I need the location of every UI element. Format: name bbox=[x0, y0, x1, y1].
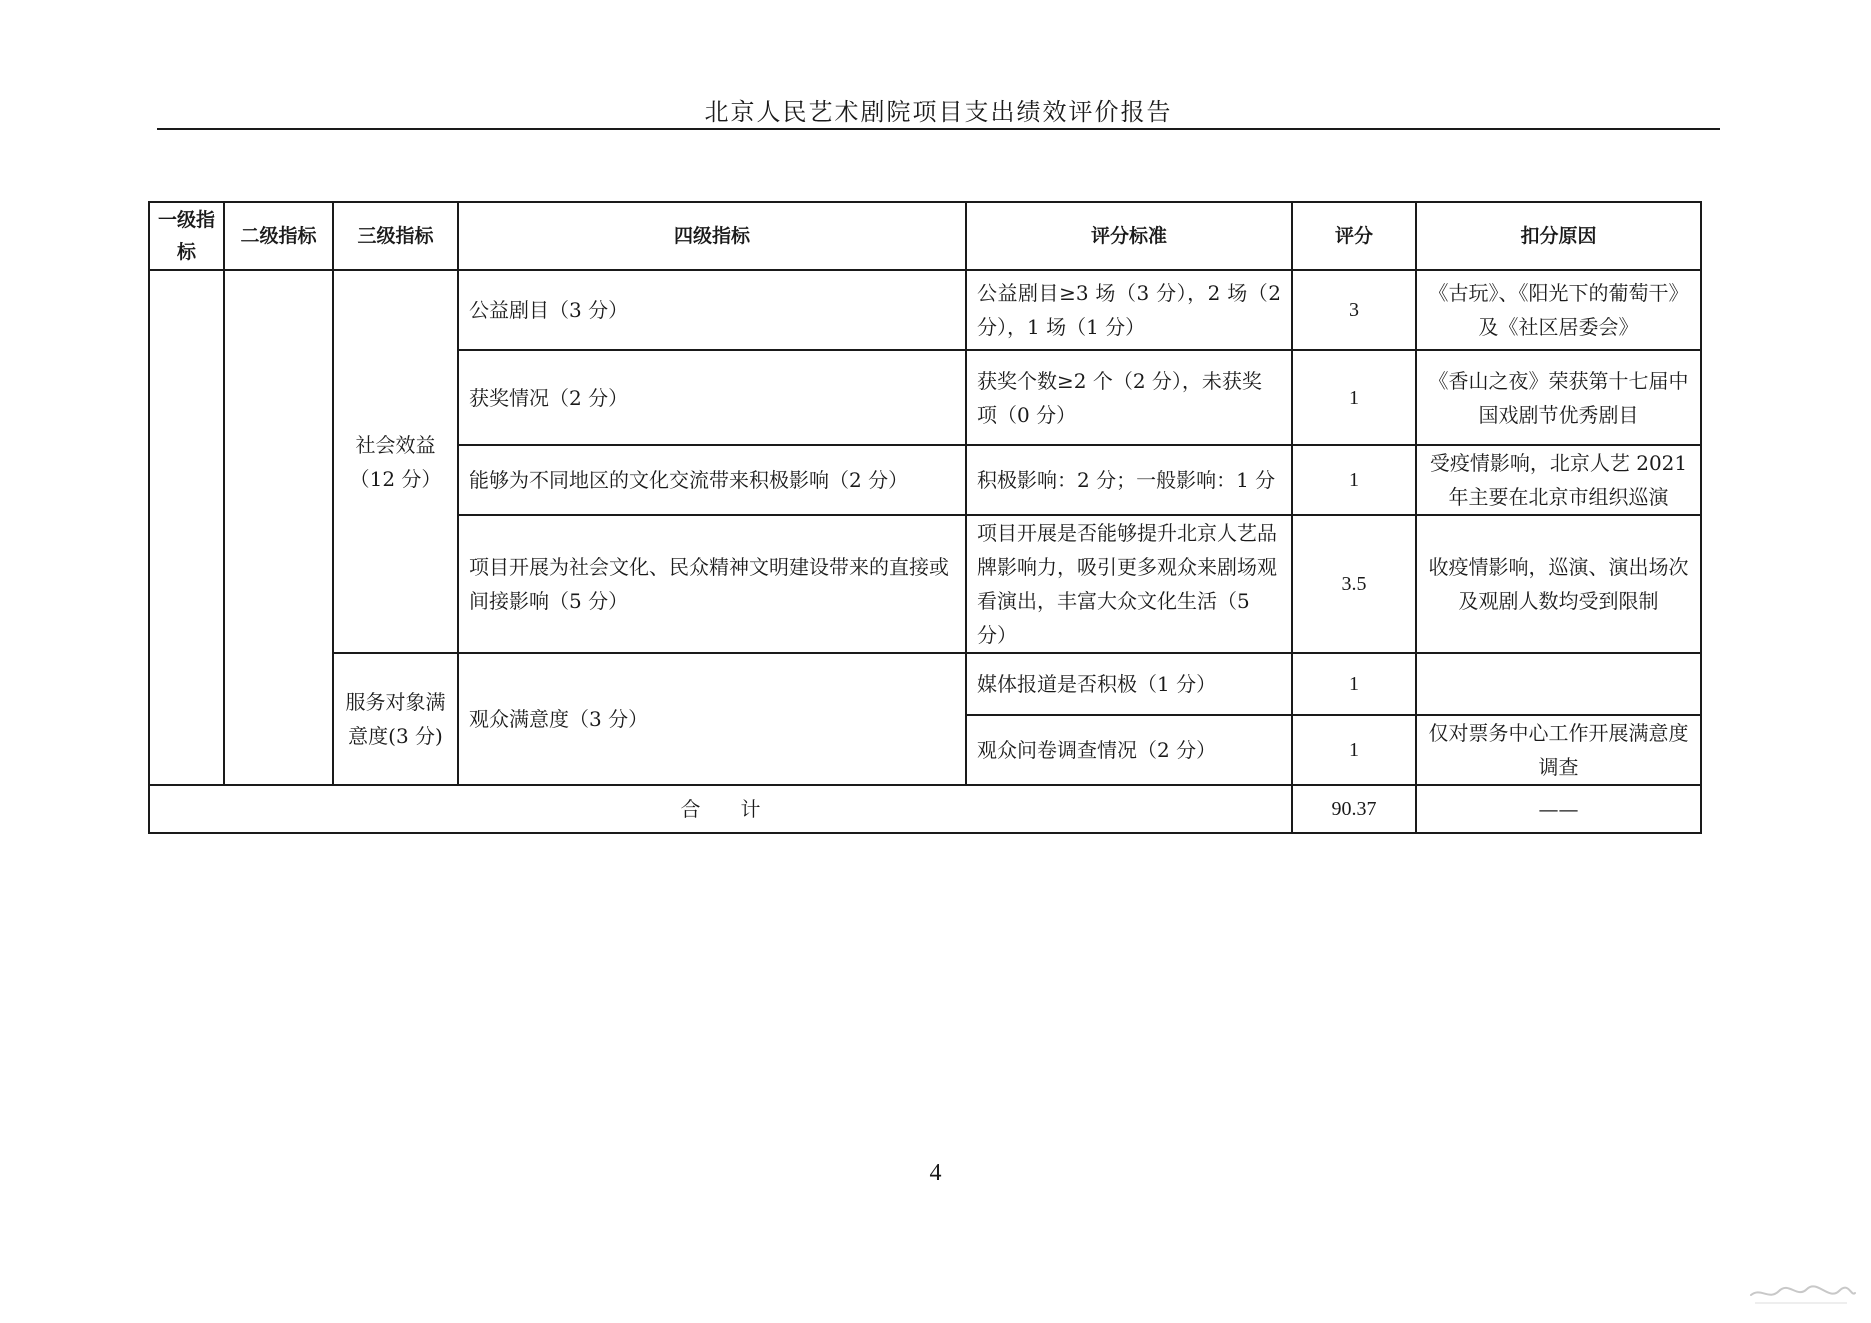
indicator-cell: 公益剧目（3 分） bbox=[458, 270, 966, 350]
header-level2: 二级指标 bbox=[224, 202, 333, 270]
header-standard: 评分标准 bbox=[966, 202, 1292, 270]
reason-cell: 受疫情影响，北京人艺 2021 年主要在北京市组织巡演 bbox=[1416, 445, 1701, 515]
standard-cell: 获奖个数≥2 个（2 分），未获奖项（0 分） bbox=[966, 350, 1292, 445]
reason-cell bbox=[1416, 653, 1701, 715]
standard-cell: 公益剧目≥3 场（3 分），2 场（2 分），1 场（1 分） bbox=[966, 270, 1292, 350]
reason-cell: 仅对票务中心工作开展满意度调查 bbox=[1416, 715, 1701, 785]
reason-cell: 《古玩》、《阳光下的葡萄干》及《社区居委会》 bbox=[1416, 270, 1701, 350]
indicator-cell: 能够为不同地区的文化交流带来积极影响（2 分） bbox=[458, 445, 966, 515]
header-reason: 扣分原因 bbox=[1416, 202, 1701, 270]
total-score: 90.37 bbox=[1292, 785, 1416, 833]
reason-cell: 《香山之夜》荣获第十七届中国戏剧节优秀剧目 bbox=[1416, 350, 1701, 445]
table-header-row bbox=[149, 202, 1701, 270]
total-row bbox=[149, 785, 1701, 833]
level3-social-benefit: 社会效益（12 分） bbox=[333, 270, 458, 653]
score-cell: 1 bbox=[1292, 715, 1416, 785]
header-rule bbox=[157, 128, 1720, 130]
header-level4: 四级指标 bbox=[458, 202, 966, 270]
standard-cell: 观众问卷调查情况（2 分） bbox=[966, 715, 1292, 785]
reason-cell: 收疫情影响，巡演、演出场次及观剧人数均受到限制 bbox=[1416, 515, 1701, 653]
table-row bbox=[149, 653, 1701, 715]
page-header-title: 北京人民艺术剧院项目支出绩效评价报告 bbox=[704, 98, 1173, 126]
standard-cell: 项目开展是否能够提升北京人艺品牌影响力，吸引更多观众来剧场观看演出，丰富大众文化生活（5 分） bbox=[966, 515, 1292, 653]
score-cell: 3.5 bbox=[1292, 515, 1416, 653]
score-cell: 1 bbox=[1292, 445, 1416, 515]
score-cell: 3 bbox=[1292, 270, 1416, 350]
standard-cell: 媒体报道是否积极（1 分） bbox=[966, 653, 1292, 715]
table-row bbox=[149, 270, 1701, 350]
evaluation-table bbox=[148, 201, 1702, 834]
level2-cell bbox=[224, 270, 333, 785]
header-level3: 三级指标 bbox=[333, 202, 458, 270]
score-cell: 1 bbox=[1292, 653, 1416, 715]
indicator-cell: 项目开展为社会文化、民众精神文明建设带来的直接或间接影响（5 分） bbox=[458, 515, 966, 653]
header-score: 评分 bbox=[1292, 202, 1416, 270]
level3-satisfaction: 服务对象满意度(3 分) bbox=[333, 653, 458, 785]
total-reason: —— bbox=[1416, 785, 1701, 833]
standard-cell: 积极影响：2 分；一般影响：1 分 bbox=[966, 445, 1292, 515]
indicator-cell: 获奖情况（2 分） bbox=[458, 350, 966, 445]
total-label: 合 计 bbox=[149, 785, 1292, 833]
level1-cell bbox=[149, 270, 224, 785]
indicator-cell: 观众满意度（3 分） bbox=[458, 653, 966, 785]
watermark-logo bbox=[1747, 1279, 1857, 1309]
page-number: 4 bbox=[929, 1160, 942, 1186]
score-cell: 1 bbox=[1292, 350, 1416, 445]
header-level1: 一级指标 bbox=[149, 202, 224, 270]
